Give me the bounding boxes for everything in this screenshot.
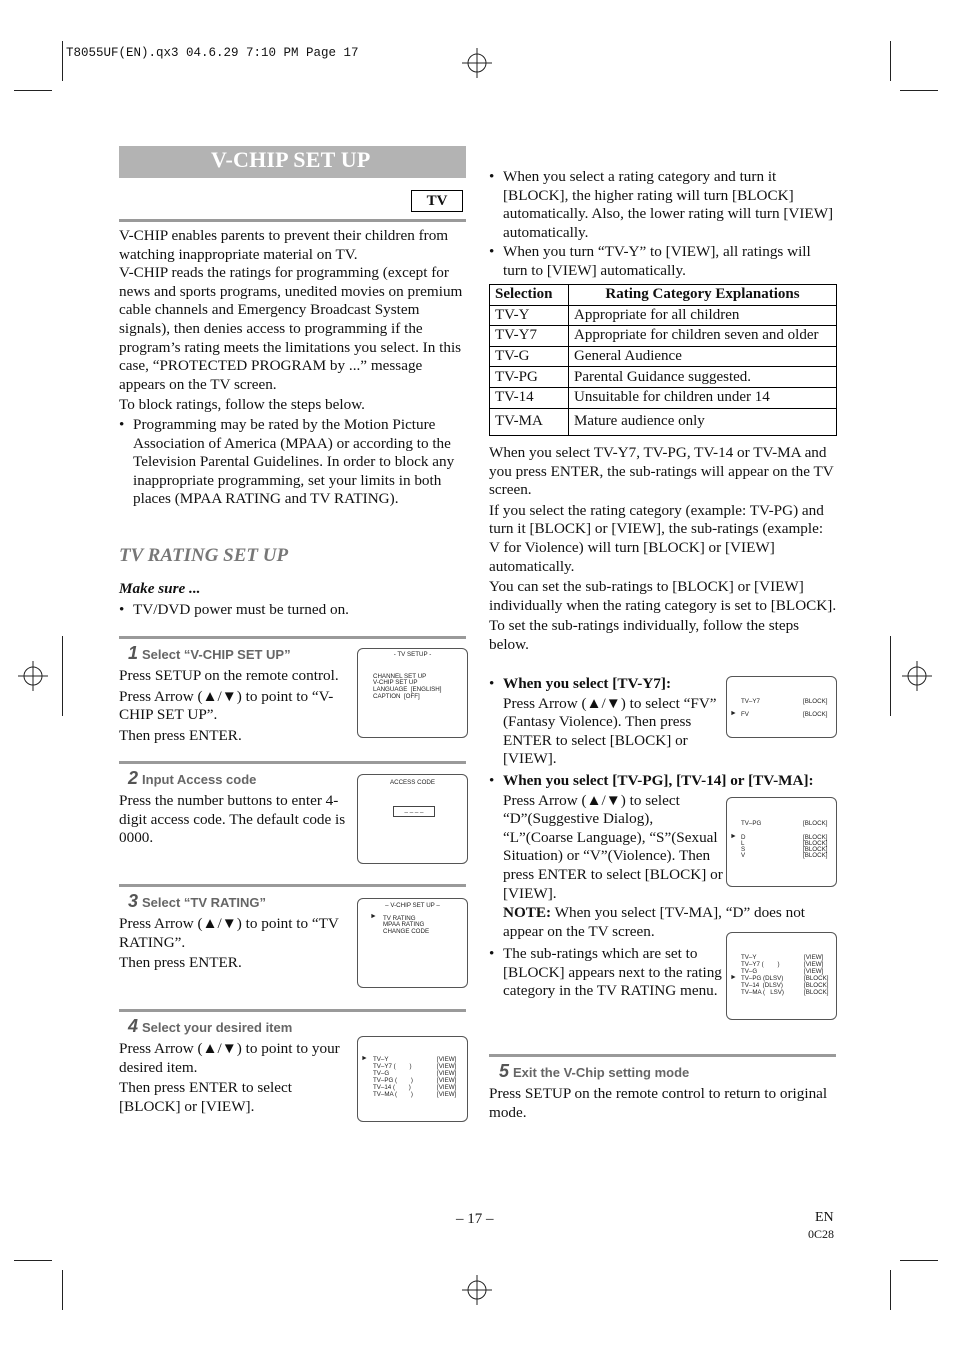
tv-badge: TV xyxy=(411,190,463,212)
intro-paragraph: To block ratings, follow the steps below. xyxy=(119,396,365,414)
divider xyxy=(119,219,466,222)
step-2-heading: 2 Input Access code xyxy=(128,768,257,788)
registration-mark-right xyxy=(902,661,932,691)
step-1-text: Press SETUP on the remote control. Press Arrow (▲/▼) to point to “V-CHIP SET UP”. Then press ENTER. xyxy=(119,667,339,744)
right-bullets xyxy=(489,168,837,281)
page-title: V-CHIP SET UP xyxy=(211,147,371,172)
tv-rating-screen: ► TV–Y [VIEW] TV–Y7 ( ) [VIEW] TV–G [VIEW] TV–PG ( ) [VIEW] TV–14 ( ) [VIEW] TV–MA ( ) [VIEW] xyxy=(357,1036,468,1122)
table-cell: TV-Y7 xyxy=(490,326,569,347)
language-label: EN xyxy=(815,1210,834,1225)
intro-paragraph: V-CHIP reads the ratings for programming (except for news and sports programs, unedited movies on premium cable channels and Emergency Broadcast System signals), then denies access to programming if the program’s rating meets the limitations you select. In this case, “PROTECTED PROGRAM by ...” message appears on the TV screen. xyxy=(119,264,463,393)
step-5-heading: 5 Exit the V-Chip setting mode xyxy=(499,1061,690,1081)
paragraph: You can set the sub-ratings to [BLOCK] or [VIEW] individually when the rating category is set to [BLOCK]. xyxy=(489,578,837,614)
registration-mark-left xyxy=(18,661,48,691)
right-bullet: • When you turn “TV-Y” to [VIEW], all ratings will turn to [VIEW] automatically. xyxy=(489,243,811,279)
step-2-text: Press the number buttons to enter 4-digit access code. The default code is 0000. xyxy=(119,792,346,847)
table-cell: Appropriate for all children xyxy=(569,305,837,326)
table-cell: TV-14 xyxy=(490,387,569,408)
table-cell: Parental Guidance suggested. xyxy=(569,367,837,388)
paragraph: To set the sub-ratings individually, follow the steps below. xyxy=(489,617,800,653)
table-header-row xyxy=(490,285,837,306)
paragraph: When you select TV-Y7, TV-PG, TV-14 or TV-MA and you press ENTER, the sub-ratings will appear on the TV screen. xyxy=(489,444,834,499)
make-sure-label: Make sure ... xyxy=(119,580,201,597)
table-cell: General Audience xyxy=(569,346,837,367)
intro-bullet: • Programming may be rated by the Motion Picture Association of America (MPAA) or according to the Television Parental Guidelines. In order to block any inappropriate programming, set your limits in both places (MPAA RATING and TV RATING). xyxy=(119,415,455,508)
intro-section xyxy=(119,227,464,509)
intro-paragraph: V-CHIP enables parents to prevent their children from watching inappropriate material on TV. xyxy=(119,227,449,263)
table-cell: Unsuitable for children under 14 xyxy=(569,387,837,408)
step-3-text: Press Arrow (▲/▼) to point to “TV RATING”. Then press ENTER. xyxy=(119,915,339,972)
table-header: Selection xyxy=(490,285,569,306)
step-4-text: Press Arrow (▲/▼) to point to your desired item. Then press ENTER to select [BLOCK] or [VIEW]. xyxy=(119,1040,340,1115)
step-1-heading: 1 Select “V-CHIP SET UP” xyxy=(128,643,291,663)
table-cell: TV-Y xyxy=(490,305,569,326)
divider xyxy=(119,636,466,639)
step-5-text: Press SETUP on the remote control to return to original mode. xyxy=(489,1085,828,1121)
pg-screen: TV–PG [BLOCK] ► D [BLOCK] L [BLOCK] S [BLOCK] V [BLOCK] xyxy=(726,797,837,887)
table-cell: TV-MA xyxy=(490,408,569,435)
sub-rating-bullet: • The sub-ratings which are set to [BLOCK] appears next to the rating category in the TV RATING menu. xyxy=(489,945,722,1000)
pg-instructions: • When you select [TV-PG], [TV-14] or [TV-MA]: Press Arrow (▲/▼) to select “D”(Suggestive Dialog), “L”(Coarse Language), “S”(Sexual Situation) or “V”(Violence). Then press ENTER to select [BLOCK] or [VIEW]. NOTE: When you select [TV-MA], “D” does not appear on the TV screen. xyxy=(489,772,814,940)
final-rating-screen: TV–Y [VIEW] TV–Y7 ( ) [VIEW] TV–G [VIEW] ► TV–PG (DLSV) [BLOCK] TV–14 (DLSV) [BLOCK] TV–MA ( LSV) [BLOCK] xyxy=(726,932,837,1020)
y7-instructions: • When you select [TV-Y7]: Press Arrow (▲/▼) to select “FV” (Fantasy Violence). Then press ENTER to select [BLOCK] or [VIEW]. xyxy=(489,675,717,768)
table-row xyxy=(490,326,837,347)
access-code-screen: ACCESS CODE _ _ _ _ xyxy=(357,774,468,864)
table-row xyxy=(490,346,837,367)
table-row xyxy=(490,305,837,326)
divider xyxy=(119,761,466,764)
revision-code: 0C28 xyxy=(808,1227,835,1241)
page-number: – 17 – xyxy=(456,1211,494,1227)
step-4-heading: 4 Select your desired item xyxy=(128,1016,293,1036)
title-bar xyxy=(119,146,466,178)
registration-mark-top xyxy=(462,48,492,78)
rating-table xyxy=(489,284,837,436)
y7-screen: TV–Y7 [BLOCK] ► FV [BLOCK] xyxy=(726,676,837,738)
table-row xyxy=(490,387,837,408)
table-cell: Mature audience only xyxy=(569,408,837,435)
make-sure-bullet: • TV/DVD power must be turned on. xyxy=(119,601,349,618)
paragraph: If you select the rating category (example: TV-PG) and turn it [BLOCK] or [VIEW], the sub-ratings (example: V for Violence) will turn [BLOCK] or [VIEW] automatically. xyxy=(489,501,824,575)
registration-mark-bottom xyxy=(462,1275,492,1305)
divider xyxy=(489,1054,836,1057)
file-header: T8055UF(EN).qx3 04.6.29 7:10 PM Page 17 xyxy=(66,46,359,60)
divider xyxy=(119,1009,466,1012)
vchip-setup-screen: – V-CHIP SET UP – ► TV RATING MPAA RATING CHANGE CODE xyxy=(357,898,468,988)
table-cell: TV-PG xyxy=(490,367,569,388)
table-cell: TV-G xyxy=(490,346,569,367)
section-title: TV RATING SET UP xyxy=(119,545,289,566)
table-header: Rating Category Explanations xyxy=(569,285,837,306)
table-cell: Appropriate for children seven and older xyxy=(569,326,837,347)
tv-setup-screen: - TV SETUP - CHANNEL SET UP V-CHIP SET UP LANGUAGE [ENGLISH] CAPTION [OFF] xyxy=(357,648,468,738)
right-bullet: • When you select a rating category and turn it [BLOCK], the higher rating will turn [BLOCK] automatically. Also, the lower rating will turn [VIEW] automatically. xyxy=(489,168,834,241)
table-row xyxy=(490,408,837,435)
right-paragraphs xyxy=(489,444,837,655)
divider xyxy=(119,884,466,887)
step-3-heading: 3 Select “TV RATING” xyxy=(128,891,267,911)
table-row xyxy=(490,367,837,388)
